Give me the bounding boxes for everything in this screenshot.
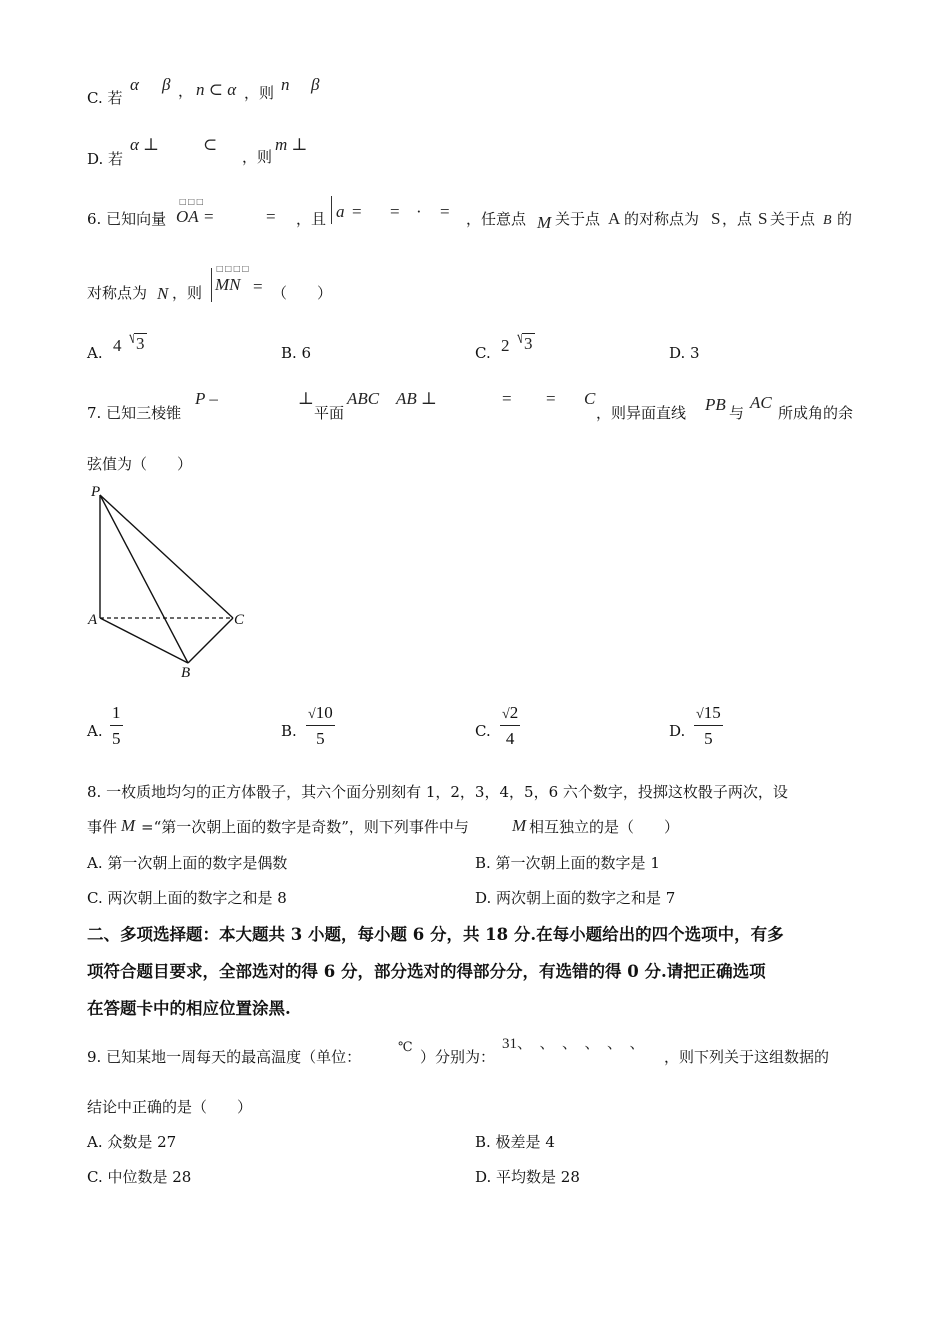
q7-option-d-fraction: $\frac{√15}{5}$	[696, 703, 721, 748]
q6-then: ，则	[172, 284, 203, 302]
q6-eq4: =	[390, 202, 400, 221]
q6-point-n: N	[157, 284, 169, 303]
q8-line2-a: 事件	[87, 818, 118, 836]
edge-pb	[100, 495, 188, 663]
q7-tail: 所成角的余	[778, 404, 854, 422]
edge-ab	[100, 618, 188, 663]
section2-line2: 项符合题目要求，全部选对的得 6 分，部分选对的得部分分，有选错的得 0 分.请把正确选项	[87, 962, 766, 981]
q5-option-c-label: C. 若	[87, 89, 123, 107]
q6-eq2: =	[266, 207, 276, 226]
label-c: C	[234, 612, 245, 628]
q8-option-c: C. 两次朝上面的数字之和是 8	[87, 889, 287, 907]
q7-c: C	[584, 389, 596, 408]
section2-line3: 在答题卡中的相应位置涂黑.	[87, 999, 291, 1018]
label-p: P	[91, 484, 101, 500]
q6-dot: ·	[416, 202, 422, 221]
q7-rest: ，则异面直线	[596, 404, 687, 422]
q6-eq3: =	[352, 202, 362, 221]
q7-eq1: =	[502, 389, 512, 408]
q6-paren: （ ）	[272, 284, 333, 302]
q6-point-b: B	[823, 213, 832, 228]
q7-ac: AC	[750, 393, 772, 412]
q6-rest2: 关于点	[555, 210, 601, 228]
q8-line2-c: 相互独立的是（ ）	[529, 818, 680, 836]
q5-c-alpha: α	[130, 75, 139, 94]
q6-abs-bar-2	[211, 268, 212, 302]
q5-d-m-perp: m ⊥	[275, 135, 308, 154]
q7-p: P –	[195, 389, 218, 408]
q8-option-b: B. 第一次朝上面的数字是 1	[475, 854, 660, 872]
q7-option-c-label: C.	[475, 722, 491, 740]
q7-option-a-label: A.	[87, 722, 103, 740]
q5-c-comma2: ，则	[244, 84, 275, 102]
q6-rest3: 的对称点为	[624, 210, 700, 228]
q7-pyramid-figure	[80, 480, 260, 685]
edge-pc	[100, 495, 233, 618]
q7-option-a-fraction: $\frac{1}{5}$	[112, 703, 121, 748]
section2-line1: 二、多项选择题：本大题共 3 小题，每小题 6 分，共 18 分.在每小题给出的四个选项中，有多	[87, 925, 784, 944]
q6-option-c-coef: 2	[501, 336, 510, 355]
q6-eq5: =	[440, 202, 450, 221]
q6-option-d: D. 3	[669, 344, 700, 362]
q7-plane: 平面	[314, 404, 345, 422]
q7-option-c-fraction: $\frac{√2}{4}$	[502, 703, 519, 748]
q6-eq1: =	[204, 207, 214, 226]
q9-option-b: B. 极差是 4	[475, 1133, 555, 1151]
q5-d-subset: ⊂	[203, 135, 218, 154]
q7-abc: ABC	[347, 389, 380, 408]
q5-c-comma1: ，	[178, 82, 194, 100]
q6-rest6: 的	[837, 210, 853, 228]
q8-option-a: A. 第一次朝上面的数字是偶数	[87, 854, 288, 872]
q6-vec-oa: OA	[176, 207, 199, 226]
q6-option-a-coef: 4	[113, 336, 122, 355]
q7-option-b-fraction: $\frac{√10}{5}$	[308, 703, 333, 748]
q7-option-d-label: D.	[669, 722, 686, 740]
q6-point-s: S	[711, 209, 721, 228]
q6-point-m: M	[537, 213, 552, 232]
q6-point-s2: S	[758, 209, 768, 228]
q6-line2-prefix: 对称点为	[87, 284, 148, 302]
q9-option-a: A. 众数是 27	[87, 1133, 177, 1151]
q6-prefix: 6. 已知向量	[87, 210, 167, 228]
q7-option-b-label: B.	[281, 722, 297, 740]
q9-data: 31、 、 、 、 、 、	[502, 1036, 645, 1052]
q7-eq2: =	[546, 389, 556, 408]
q6-rest4: ，点	[722, 210, 753, 228]
q9-option-d: D. 平均数是 28	[475, 1168, 580, 1186]
q6-option-b: B. 6	[281, 344, 312, 362]
q7-pb: PB	[705, 395, 726, 414]
q7-prefix: 7. 已知三棱锥	[87, 404, 182, 422]
q5-c-expr: n ⊂ α	[196, 80, 237, 99]
q6-abs-a: a	[336, 202, 345, 221]
q5-c-n: n	[281, 75, 290, 94]
q9-line1-c: ，则下列关于这组数据的	[664, 1048, 830, 1066]
q7-with: 与	[729, 404, 745, 422]
q9-unit: ℃	[398, 1039, 413, 1054]
q8-option-d: D. 两次朝上面的数字之和是 7	[475, 889, 676, 907]
q8-event-m2: M	[512, 816, 527, 835]
q9-option-c: C. 中位数是 28	[87, 1168, 192, 1186]
q8-line2-b: =“第一次朝上面的数字是奇数”，则下列事件中与	[141, 818, 469, 836]
label-a: A	[88, 612, 98, 628]
q8-event-m: M	[121, 816, 136, 835]
q6-option-c-radical: ⎷ 3	[515, 332, 533, 353]
q6-option-a-radical: ⎷ 3	[127, 332, 145, 353]
q6-option-a-label: A.	[87, 344, 103, 362]
q7-perp1: ⊥	[298, 389, 314, 408]
q9-line1-b: ）分别为：	[420, 1048, 496, 1066]
q8-line1: 8. 一枚质地均匀的正方体骰子，其六个面分别刻有 1，2，3，4，5，6 六个数字，投掷这枚骰子两次，设	[87, 783, 788, 801]
q5-option-d-label: D. 若	[87, 150, 124, 168]
q6-rest5: 关于点	[770, 210, 816, 228]
q5-c-beta2: β	[311, 75, 320, 94]
q6-vector-arrow-icon: □□□	[179, 197, 205, 206]
q9-line1-a: 9. 已知某地一周每天的最高温度（单位：	[87, 1048, 362, 1066]
q6-abs-bar	[331, 196, 332, 224]
label-b: B	[181, 665, 191, 681]
q6-option-c-label: C.	[475, 344, 491, 362]
q6-rest1: ，任意点	[466, 210, 527, 228]
q6-point-a: A	[608, 209, 621, 228]
q5-c-beta: β	[162, 75, 171, 94]
q6-and: ，且	[296, 210, 327, 228]
q5-d-alpha-perp: α ⊥	[130, 135, 160, 154]
edge-bc	[188, 618, 233, 663]
q6-mn-arrow-icon: □□□□	[216, 264, 251, 273]
q9-line2: 结论中正确的是（ ）	[87, 1098, 253, 1116]
q6-mn-eq: =	[253, 277, 263, 296]
q5-d-comma: ，则	[242, 148, 273, 166]
q6-mn: MN	[215, 275, 241, 294]
q7-ab-perp: AB ⊥	[396, 389, 438, 408]
q7-line2: 弦值为（ ）	[87, 455, 193, 473]
